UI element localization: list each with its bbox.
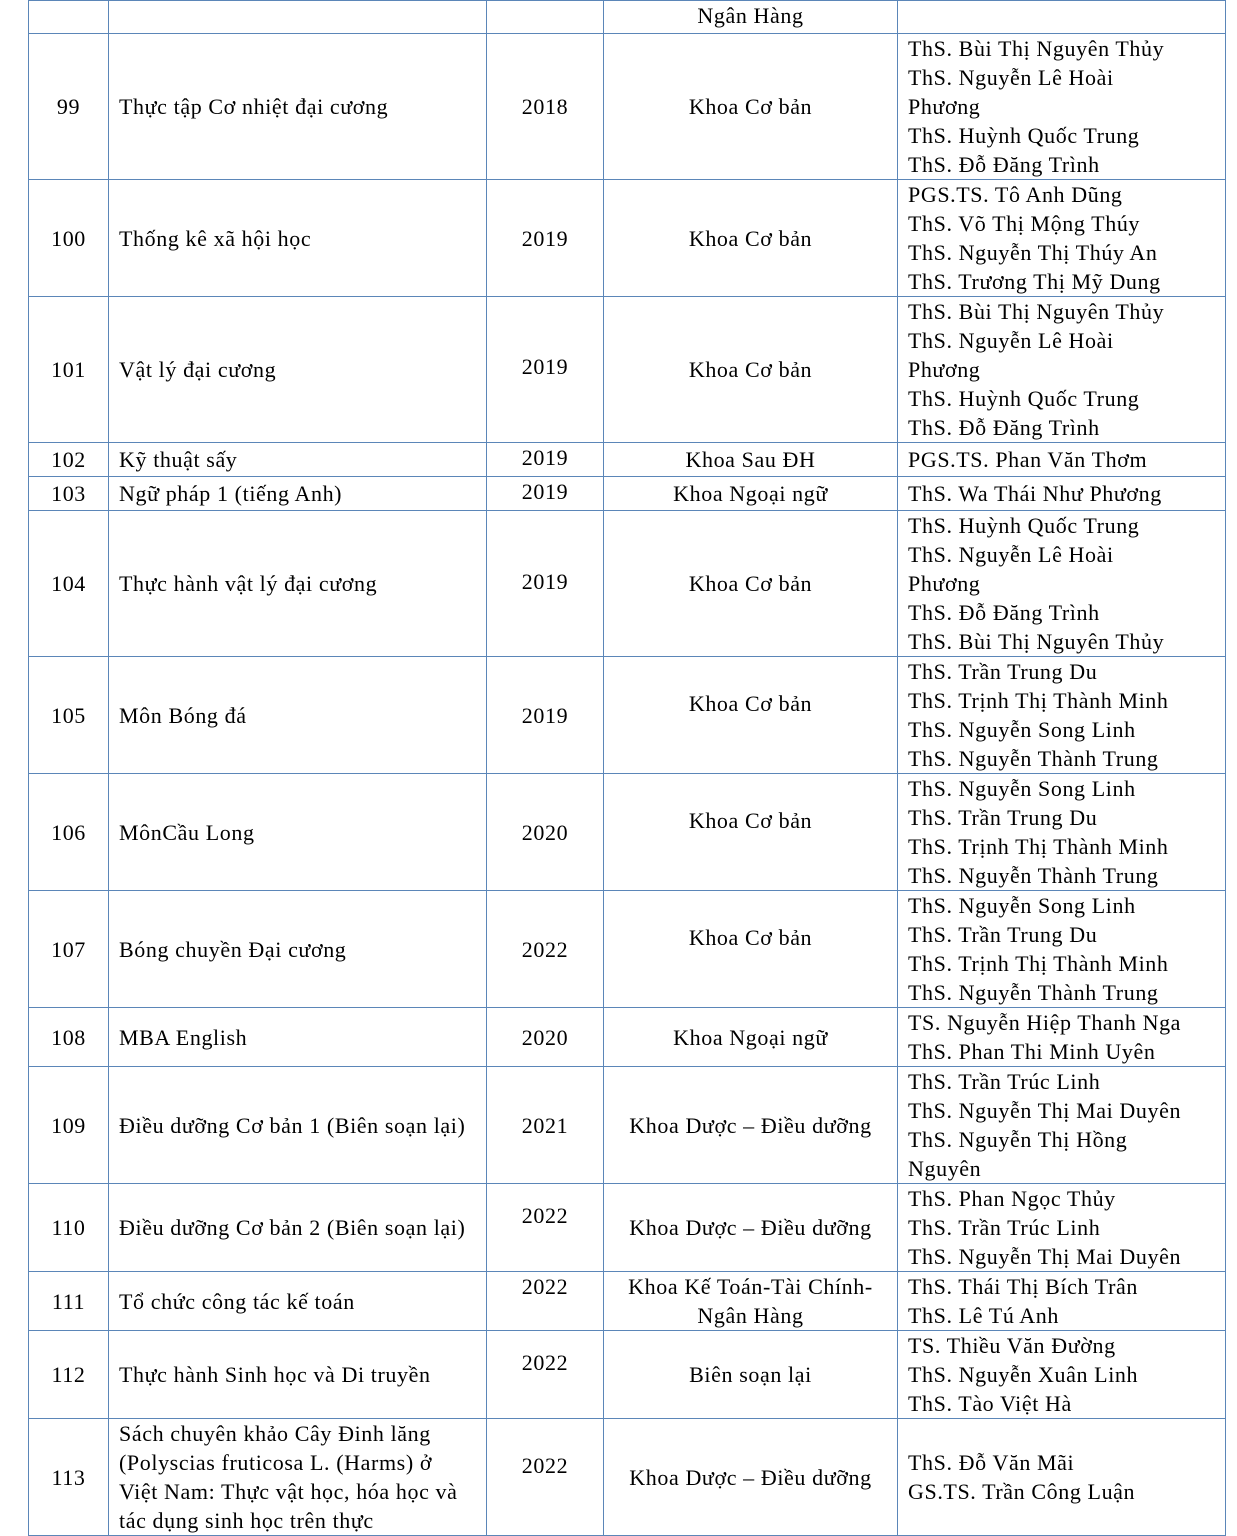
author-name: ThS. Trần Trúc Linh: [908, 1069, 1101, 1094]
table-row: [29, 34, 1226, 180]
author-name: ThS. Tào Việt Hà: [908, 1391, 1072, 1416]
year: 2018: [487, 34, 604, 180]
course-title: MBA English: [109, 1008, 487, 1067]
row-number: 109: [29, 1067, 109, 1184]
author-name: ThS. Nguyễn Thị Mai Duyên: [908, 1098, 1182, 1123]
author-name: ThS. Trịnh Thị Thành Minh: [908, 834, 1169, 859]
author-name: ThS. Trịnh Thị Thành Minh: [908, 951, 1169, 976]
author-name: ThS. Nguyễn Thị Thúy An: [908, 240, 1158, 265]
table-row: [29, 1, 1226, 34]
department: Khoa Cơ bản: [604, 891, 898, 1008]
authors: [898, 443, 1226, 477]
author-name: ThS. Trương Thị Mỹ Dung: [908, 269, 1161, 294]
row-number: 99: [29, 34, 109, 180]
department: Khoa Cơ bản: [604, 34, 898, 180]
department: Biên soạn lại: [604, 1331, 898, 1419]
year: 2019: [487, 180, 604, 297]
authors: [898, 297, 1226, 443]
authors: [898, 891, 1226, 1008]
course-title: Thực tập Cơ nhiệt đại cương: [109, 34, 487, 180]
department: Khoa Dược – Điều dưỡng: [604, 1419, 898, 1536]
author-name: ThS. Huỳnh Quốc Trung: [908, 123, 1140, 148]
author-name: ThS. Wa Thái Như Phương: [908, 481, 1162, 506]
author-name: ThS. Thái Thị Bích Trân: [908, 1274, 1138, 1299]
authors: [898, 511, 1226, 657]
row-number: 108: [29, 1008, 109, 1067]
course-title: Điều dưỡng Cơ bản 1 (Biên soạn lại): [109, 1067, 487, 1184]
author-name: ThS. Đỗ Đăng Trình: [908, 152, 1100, 177]
course-title: Vật lý đại cương: [109, 297, 487, 443]
year: 2022: [487, 1419, 604, 1536]
row-number: 103: [29, 477, 109, 511]
row-number: 104: [29, 511, 109, 657]
row-number: 101: [29, 297, 109, 443]
table-row: [29, 1008, 1226, 1067]
department: Khoa Ngoại ngữ: [604, 1008, 898, 1067]
author-name: ThS. Nguyễn Lê Hoài Phương: [908, 65, 1114, 119]
authors: [898, 1331, 1226, 1419]
department: Khoa Cơ bản: [604, 657, 898, 774]
author-name: ThS. Nguyễn Song Linh: [908, 717, 1136, 742]
author-name: ThS. Bùi Thị Nguyên Thủy: [908, 629, 1165, 654]
author-name: ThS. Trần Trung Du: [908, 922, 1098, 947]
authors: [898, 657, 1226, 774]
course-title: Bóng chuyền Đại cương: [109, 891, 487, 1008]
authors: [898, 34, 1226, 180]
table-row: [29, 443, 1226, 477]
department: Khoa Cơ bản: [604, 774, 898, 891]
authors: [898, 1419, 1226, 1536]
department: Khoa Cơ bản: [604, 511, 898, 657]
author-name: ThS. Bùi Thị Nguyên Thủy: [908, 36, 1165, 61]
year: 2019: [487, 511, 604, 657]
row-number: 111: [29, 1272, 109, 1331]
table-row: [29, 1184, 1226, 1272]
table-row: [29, 774, 1226, 891]
author-name: TS. Nguyễn Hiệp Thanh Nga: [908, 1010, 1182, 1035]
author-name: ThS. Nguyễn Lê Hoài Phương: [908, 328, 1114, 382]
year: 2019: [487, 297, 604, 443]
row-number: 107: [29, 891, 109, 1008]
author-name: ThS. Nguyễn Xuân Linh: [908, 1362, 1139, 1387]
author-name: ThS. Phan Thi Minh Uyên: [908, 1039, 1156, 1064]
author-name: ThS. Trịnh Thị Thành Minh: [908, 688, 1169, 713]
row-number: 112: [29, 1331, 109, 1419]
author-name: GS.TS. Trần Công Luận: [908, 1479, 1136, 1504]
department: Khoa Sau ĐH: [604, 443, 898, 477]
department: Khoa Dược – Điều dưỡng: [604, 1184, 898, 1272]
author-name: ThS. Nguyễn Thị Mai Duyên: [908, 1244, 1182, 1269]
department: Khoa Dược – Điều dưỡng: [604, 1067, 898, 1184]
author-name: ThS. Trần Trung Du: [908, 805, 1098, 830]
table-row: [29, 180, 1226, 297]
author-name: PGS.TS. Phan Văn Thơm: [908, 447, 1148, 472]
author-name: ThS. Trần Trung Du: [908, 659, 1098, 684]
department: Khoa Ngoại ngữ: [604, 477, 898, 511]
course-title: Môn Bóng đá: [109, 657, 487, 774]
row-number: 106: [29, 774, 109, 891]
course-title: Thống kê xã hội học: [109, 180, 487, 297]
course-title: Thực hành vật lý đại cương: [109, 511, 487, 657]
authors: [898, 1, 1226, 34]
row-number: 102: [29, 443, 109, 477]
author-name: TS. Thiều Văn Đường: [908, 1333, 1116, 1358]
table-row: [29, 1272, 1226, 1331]
course-title: Thực hành Sinh học và Di truyền: [109, 1331, 487, 1419]
author-name: ThS. Đỗ Đăng Trình: [908, 415, 1100, 440]
authors: [898, 1067, 1226, 1184]
author-name: ThS. Đỗ Đăng Trình: [908, 600, 1100, 625]
author-name: ThS. Nguyễn Thành Trung: [908, 980, 1159, 1005]
author-name: ThS. Nguyễn Song Linh: [908, 776, 1136, 801]
table-row: [29, 477, 1226, 511]
author-name: ThS. Phan Ngọc Thủy: [908, 1186, 1116, 1211]
row-number: 100: [29, 180, 109, 297]
course-title: Kỹ thuật sấy: [109, 443, 487, 477]
table-row: [29, 511, 1226, 657]
year: 2019: [487, 443, 604, 477]
table-row: [29, 1067, 1226, 1184]
year: 2019: [487, 657, 604, 774]
year: 2022: [487, 891, 604, 1008]
authors: [898, 1272, 1226, 1331]
author-name: ThS. Nguyễn Thành Trung: [908, 746, 1159, 771]
table-row: [29, 657, 1226, 774]
author-name: ThS. Bùi Thị Nguyên Thủy: [908, 299, 1165, 324]
year: 2022: [487, 1331, 604, 1419]
row-number: 113: [29, 1419, 109, 1536]
author-name: ThS. Nguyễn Thành Trung: [908, 863, 1159, 888]
year: [487, 1, 604, 34]
author-name: PGS.TS. Tô Anh Dũng: [908, 182, 1123, 207]
author-name: ThS. Trần Trúc Linh: [908, 1215, 1101, 1240]
course-title: Sách chuyên khảo Cây Đinh lăng (Polyscias fruticosa L. (Harms) ở Việt Nam: Thực vật học, hóa học và tác dụng sinh học trên thực: [109, 1419, 487, 1536]
author-name: ThS. Huỳnh Quốc Trung: [908, 386, 1140, 411]
row-number: [29, 1, 109, 34]
row-number: 105: [29, 657, 109, 774]
course-title: [109, 1, 487, 34]
year: 2020: [487, 1008, 604, 1067]
author-name: ThS. Nguyễn Thị Hồng Nguyên: [908, 1127, 1128, 1181]
department: Khoa Cơ bản: [604, 180, 898, 297]
authors: [898, 1184, 1226, 1272]
year: 2021: [487, 1067, 604, 1184]
department: Khoa Cơ bản: [604, 297, 898, 443]
authors: [898, 1008, 1226, 1067]
authors: [898, 774, 1226, 891]
department: Ngân Hàng: [604, 1, 898, 34]
publications-table: [28, 0, 1226, 1536]
course-title: MônCầu Long: [109, 774, 487, 891]
table-row: [29, 891, 1226, 1008]
author-name: ThS. Lê Tú Anh: [908, 1303, 1059, 1328]
author-name: ThS. Đỗ Văn Mãi: [908, 1450, 1075, 1475]
year: 2022: [487, 1184, 604, 1272]
table-row: [29, 1331, 1226, 1419]
year: 2020: [487, 774, 604, 891]
year: 2019: [487, 477, 604, 511]
table-row: [29, 297, 1226, 443]
table-row: [29, 1419, 1226, 1536]
year: 2022: [487, 1272, 604, 1331]
course-title: Tổ chức công tác kế toán: [109, 1272, 487, 1331]
author-name: ThS. Nguyễn Song Linh: [908, 893, 1136, 918]
course-title: Ngữ pháp 1 (tiếng Anh): [109, 477, 487, 511]
author-name: ThS. Võ Thị Mộng Thúy: [908, 211, 1141, 236]
authors: [898, 180, 1226, 297]
row-number: 110: [29, 1184, 109, 1272]
department: Khoa Kế Toán-Tài Chính-Ngân Hàng: [604, 1272, 898, 1331]
course-title: Điều dưỡng Cơ bản 2 (Biên soạn lại): [109, 1184, 487, 1272]
authors: [898, 477, 1226, 511]
author-name: ThS. Huỳnh Quốc Trung: [908, 513, 1140, 538]
author-name: ThS. Nguyễn Lê Hoài Phương: [908, 542, 1114, 596]
